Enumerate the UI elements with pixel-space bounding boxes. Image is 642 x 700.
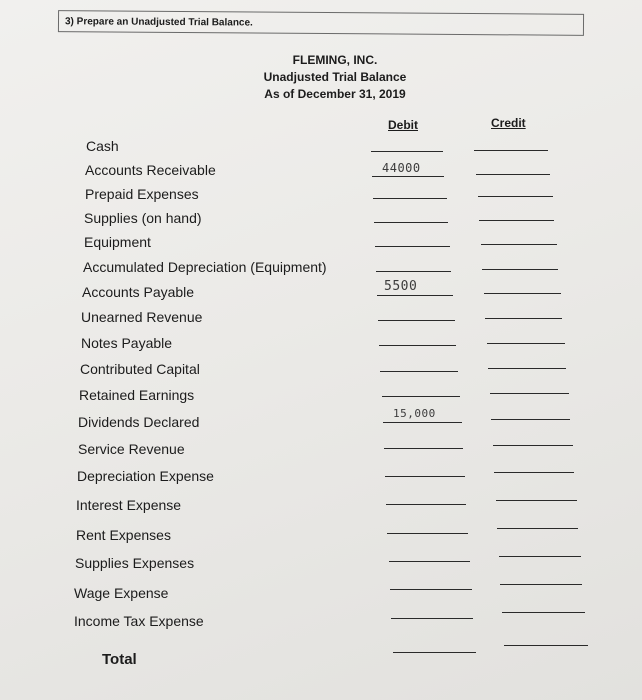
total-label: Total <box>102 651 137 668</box>
account-label: Notes Payable <box>81 335 173 351</box>
account-label: Dividends Declared <box>78 414 200 430</box>
debit-line <box>378 320 455 321</box>
debit-total-line <box>393 652 476 653</box>
credit-line <box>481 244 557 245</box>
debit-line <box>372 176 444 177</box>
account-label: Wage Expense <box>74 585 169 601</box>
credit-line <box>497 528 578 529</box>
credit-line <box>493 445 573 446</box>
account-label: Depreciation Expense <box>77 468 214 484</box>
debit-line <box>375 246 450 247</box>
debit-line <box>376 271 451 272</box>
credit-line <box>490 393 569 394</box>
credit-line <box>491 419 570 420</box>
handwritten-accounts-payable-debit: 5500 <box>384 279 418 294</box>
account-label: Cash <box>86 138 119 154</box>
debit-column-header: Debit <box>388 118 418 132</box>
debit-line <box>385 476 465 477</box>
credit-line <box>496 500 577 501</box>
account-label: Equipment <box>84 234 151 250</box>
account-label: Supplies (on hand) <box>84 210 202 226</box>
credit-line <box>482 269 558 270</box>
statement-title: Unadjusted Trial Balance <box>263 70 407 84</box>
debit-line <box>382 396 460 397</box>
debit-line <box>384 448 463 449</box>
account-label: Accumulated Depreciation (Equipment) <box>83 259 327 275</box>
account-label: Accounts Payable <box>82 284 195 300</box>
credit-line <box>487 343 565 344</box>
handwritten-dividends-declared-debit: 15,000 <box>393 407 436 420</box>
debit-line <box>373 198 447 199</box>
credit-line <box>494 472 574 473</box>
debit-line <box>377 295 453 296</box>
credit-line <box>484 293 561 294</box>
debit-line <box>379 345 456 346</box>
account-label: Accounts Receivable <box>85 162 216 178</box>
account-label: Retained Earnings <box>79 387 195 403</box>
account-label: Supplies Expenses <box>75 555 195 571</box>
credit-line <box>478 196 553 197</box>
account-label: Income Tax Expense <box>74 613 204 629</box>
credit-total-line <box>504 645 588 646</box>
debit-line <box>387 533 468 534</box>
account-label: Service Revenue <box>78 441 185 457</box>
credit-line <box>485 318 562 319</box>
debit-line <box>389 561 470 562</box>
credit-line <box>476 174 550 175</box>
credit-line <box>474 150 548 151</box>
statement-date: As of December 31, 2019 <box>264 87 406 101</box>
credit-column-header: Credit <box>491 116 526 130</box>
account-label: Contributed Capital <box>80 361 200 377</box>
debit-line <box>383 422 462 423</box>
question-prompt: 3) Prepare an Unadjusted Trial Balance. <box>58 10 584 36</box>
credit-line <box>502 612 585 613</box>
credit-line <box>499 556 581 557</box>
account-label: Unearned Revenue <box>81 309 203 325</box>
debit-line <box>374 222 448 223</box>
account-label: Rent Expenses <box>76 527 171 543</box>
account-label: Interest Expense <box>76 497 182 513</box>
company-name: FLEMING, INC. <box>292 53 378 67</box>
handwritten-accounts-receivable-debit: 44000 <box>382 161 421 175</box>
statement-header <box>240 52 430 103</box>
credit-line <box>500 584 582 585</box>
credit-line <box>488 368 566 369</box>
debit-line <box>371 151 443 152</box>
account-label: Prepaid Expenses <box>85 186 199 202</box>
debit-line <box>391 618 473 619</box>
credit-line <box>479 220 554 221</box>
debit-line <box>386 504 466 505</box>
debit-line <box>380 371 458 372</box>
debit-line <box>390 589 472 590</box>
